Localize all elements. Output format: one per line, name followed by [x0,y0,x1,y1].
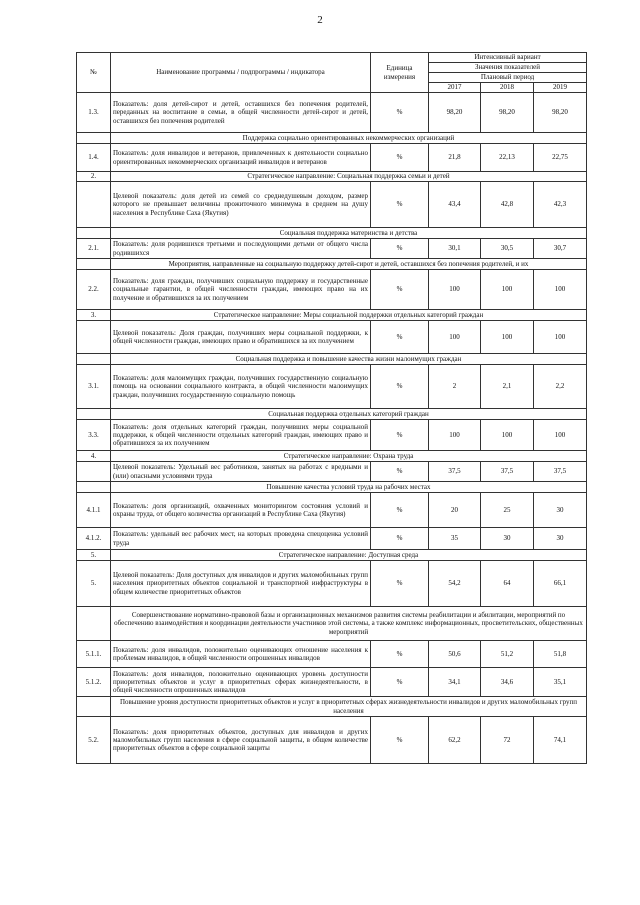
indicator-value-2018: 100 [481,420,534,451]
subprogram-row [77,133,587,144]
indicator-unit: % [371,321,429,354]
subprogram-title: Социальная поддержка отдельных категорий граждан [111,409,587,420]
strategic-direction-row [77,550,587,561]
direction-title: Стратегическое направление: Меры социальной поддержки отдельных категорий граждан [111,310,587,321]
indicator-value-2019: 100 [534,321,587,354]
indicator-value-2018: 2,1 [481,365,534,409]
indicator-value-2019: 66,1 [534,561,587,607]
indicator-value-2019: 100 [534,420,587,451]
indicator-value-2017: 54,2 [429,561,481,607]
indicator-value-2019: 100 [534,270,587,310]
indicator-number [77,182,111,228]
indicator-value-2019: 30 [534,493,587,528]
indicator-row [77,641,587,668]
indicator-value-2019: 35,1 [534,668,587,697]
direction-title: Стратегическое направление: Охрана труда [111,451,587,462]
indicator-row [77,144,587,172]
subprogram-number-cell [77,607,111,641]
indicator-number [77,462,111,482]
direction-title: Стратегическое направление: Социальная поддержка семьи и детей [111,172,587,182]
indicator-number: 3.3. [77,420,111,451]
indicator-unit: % [371,561,429,607]
subprogram-title: Поддержка социально ориентированных некоммерческих организаций [111,133,587,144]
indicator-unit: % [371,239,429,259]
indicator-value-2018: 30 [481,528,534,550]
indicator-text: Показатель: доля родившихся третьими и последующими детьми от общего числа родившихся [111,239,371,259]
indicator-value-2017: 100 [429,420,481,451]
indicator-unit: % [371,717,429,764]
indicator-value-2017: 30,1 [429,239,481,259]
subprogram-title: Повышение уровня доступности приоритетных объектов и услуг в приоритетных сферах жизнедеятельности инвалидов и других маломобильных групп населения [111,697,587,717]
indicator-row [77,668,587,697]
indicator-value-2018: 42,8 [481,182,534,228]
direction-title: Стратегическое направление: Доступная среда [111,550,587,561]
subprogram-title: Повышение качества условий труда на рабочих местах [111,482,587,493]
indicator-value-2018: 51,2 [481,641,534,668]
header-unit: Единица измерения [371,53,429,93]
indicator-number: 3.1. [77,365,111,409]
indicator-text: Показатель: доля инвалидов и ветеранов, привлеченных к деятельности социально ориентированных некоммерческих организаций инвалидов и ветеранов [111,144,371,172]
header-year: 2017 [429,83,481,93]
indicator-text: Показатель: доля инвалидов, положительно оценивающих уровень доступности приоритетных объектов и услуг в приоритетных сферах жизнедеятельности, в общей численности опрошенных инвалидов [111,668,371,697]
header-year: 2018 [481,83,534,93]
strategic-direction-row [77,172,587,182]
indicator-value-2018: 100 [481,321,534,354]
indicator-unit: % [371,182,429,228]
indicator-value-2019: 2,2 [534,365,587,409]
subprogram-row [77,697,587,717]
indicator-value-2017: 34,1 [429,668,481,697]
indicator-row [77,239,587,259]
indicator-value-2019: 22,75 [534,144,587,172]
indicator-text: Показатель: доля детей-сирот и детей, оставшихся без попечения родителей, переданных на воспитание в семьи, в общей численности детей-сирот и детей, оставшихся без попечения родителей [111,93,371,133]
indicator-value-2017: 2 [429,365,481,409]
indicator-value-2017: 35 [429,528,481,550]
indicator-number: 4.1.1 [77,493,111,528]
indicator-unit: % [371,365,429,409]
indicator-value-2018: 34,6 [481,668,534,697]
indicator-unit: % [371,528,429,550]
subprogram-number-cell [77,482,111,493]
indicator-text: Целевой показатель: Удельный вес работников, занятых на работах с вредными и (или) опасными условиями труда [111,462,371,482]
indicator-value-2018: 64 [481,561,534,607]
strategic-direction-row [77,310,587,321]
subprogram-row [77,228,587,239]
subprogram-title: Мероприятия, направленные на социальную поддержку детей-сирот и детей, оставшихся без попечения родителей, и их [111,259,587,270]
indicator-number: 1.3. [77,93,111,133]
indicator-value-2017: 98,20 [429,93,481,133]
indicator-unit: % [371,420,429,451]
indicator-number: 2.1. [77,239,111,259]
indicator-value-2019: 30 [534,528,587,550]
indicator-text: Показатель: доля приоритетных объектов, доступных для инвалидов и других маломобильных групп населения в сфере социальной защиты, в общем количестве приоритетных объектов в сфере социальной защиты [111,717,371,764]
subprogram-number-cell [77,228,111,239]
indicator-row [77,420,587,451]
subprogram-row [77,482,587,493]
subprogram-number-cell [77,354,111,365]
subprogram-row [77,259,587,270]
indicator-row [77,493,587,528]
header-values-label: Значения показателей [429,63,587,73]
direction-number: 5. [77,550,111,561]
indicator-text: Показатель: доля организаций, охваченных мониторингом состояния условий и охраны труда, от общего количества организаций в Республике Саха (Якутия) [111,493,371,528]
indicator-row [77,182,587,228]
indicator-row [77,462,587,482]
indicator-number: 5.1.2. [77,668,111,697]
indicator-text: Целевой показатель: Доля доступных для инвалидов и других маломобильных групп населения приоритетных объектов социальной и транспортной инфраструктуры в общем количестве приоритетных объектов [111,561,371,607]
direction-number: 3. [77,310,111,321]
subprogram-number-cell [77,697,111,717]
subprogram-row [77,409,587,420]
indicator-value-2017: 21,8 [429,144,481,172]
subprogram-row [77,354,587,365]
indicator-row [77,93,587,133]
indicator-value-2017: 100 [429,321,481,354]
indicator-value-2017: 20 [429,493,481,528]
indicator-number: 5.1.1. [77,641,111,668]
indicator-value-2017: 37,5 [429,462,481,482]
strategic-direction-row [77,451,587,462]
indicator-value-2018: 30,5 [481,239,534,259]
header-period: Плановый период [429,73,587,83]
header-year: 2019 [534,83,587,93]
indicator-value-2019: 74,1 [534,717,587,764]
indicator-unit: % [371,270,429,310]
indicator-text: Показатель: доля малоимущих граждан, получивших государственную социальную помощь на основании социального контракта, в общей численности малоимущих граждан, получивших государственную социальную помощь [111,365,371,409]
indicator-text: Показатель: доля инвалидов, положительно оценивающих отношение населения к проблемам инвалидов, в общей численности опрошенных инвалидов [111,641,371,668]
indicator-value-2019: 51,8 [534,641,587,668]
indicator-number: 2.2. [77,270,111,310]
direction-number: 2. [77,172,111,182]
indicators-table [76,52,587,764]
indicator-value-2018: 37,5 [481,462,534,482]
subprogram-row [77,607,587,641]
subprogram-title: Совершенствование нормативно-правовой базы и организационных механизмов развития системы реабилитации и абилитации, мероприятий по обеспечению взаимодействия и координации деятельности участников этой системы, а также комплекс информационных, просветительских, общественных мероприятий [111,607,587,641]
indicator-unit: % [371,144,429,172]
indicator-text: Целевой показатель: доля детей из семей со среднедушевым доходом, размер которого не превышает величины прожиточного минимума в среднем на душу населения в Республике Саха (Якутия) [111,182,371,228]
indicator-unit: % [371,493,429,528]
indicator-number: 5. [77,561,111,607]
indicator-number: 4.1.2. [77,528,111,550]
direction-number: 4. [77,451,111,462]
indicator-row [77,528,587,550]
indicator-value-2019: 30,7 [534,239,587,259]
indicator-value-2017: 50,6 [429,641,481,668]
indicator-value-2018: 25 [481,493,534,528]
indicator-value-2018: 100 [481,270,534,310]
indicator-row [77,321,587,354]
indicator-row [77,561,587,607]
indicator-text: Целевой показатель: Доля граждан, получивших меры социальной поддержки, к общей численности граждан, имеющих право и обратившихся за их получением [111,321,371,354]
indicator-unit: % [371,668,429,697]
indicator-unit: % [371,641,429,668]
header-row-1 [77,53,587,63]
indicator-text: Показатель: удельный вес рабочих мест, на которых проведена спецоценка условий труда [111,528,371,550]
indicator-value-2018: 22,13 [481,144,534,172]
subprogram-title: Социальная поддержка материнства и детства [111,228,587,239]
indicator-text: Показатель: доля граждан, получивших социальную поддержку и государственные социальные гарантии, в общей численности граждан, имеющих право на их получение и обратившихся за их получением [111,270,371,310]
header-num: № [77,53,111,93]
indicator-row [77,270,587,310]
indicator-value-2018: 98,20 [481,93,534,133]
page-number: 2 [317,14,323,26]
indicator-number [77,321,111,354]
indicator-row [77,365,587,409]
indicator-value-2017: 62,2 [429,717,481,764]
subprogram-number-cell [77,259,111,270]
indicator-value-2018: 72 [481,717,534,764]
header-name: Наименование программы / подпрограммы / индикатора [111,53,371,93]
indicator-value-2019: 37,5 [534,462,587,482]
header-variant: Интенсивный вариант [429,53,587,63]
subprogram-title: Социальная поддержка и повышение качества жизни малоимущих граждан [111,354,587,365]
indicator-text: Показатель: доля отдельных категорий граждан, получивших меры социальной поддержки, к общей численности отдельных категорий граждан, имеющих право и обратившихся за их получением [111,420,371,451]
indicator-row [77,717,587,764]
indicator-value-2019: 42,3 [534,182,587,228]
indicator-value-2019: 98,20 [534,93,587,133]
indicator-unit: % [371,93,429,133]
subprogram-number-cell [77,133,111,144]
subprogram-number-cell [77,409,111,420]
indicator-value-2017: 43,4 [429,182,481,228]
indicator-unit: % [371,462,429,482]
indicator-number: 1.4. [77,144,111,172]
indicator-number: 5.2. [77,717,111,764]
indicator-value-2017: 100 [429,270,481,310]
